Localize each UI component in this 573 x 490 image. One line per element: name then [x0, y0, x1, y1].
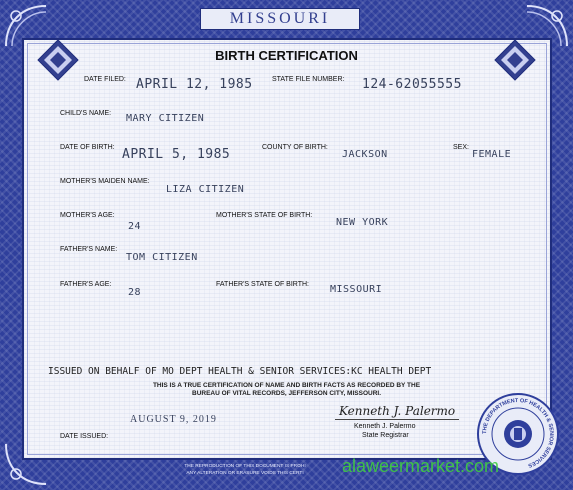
- certification-line-2: BUREAU OF VITAL RECORDS, JEFFERSON CITY, MISSOURI.: [192, 390, 381, 397]
- certificate-title: BIRTH CERTIFICATION: [215, 48, 358, 63]
- registrar-signature: [335, 404, 459, 420]
- father-age-label: FATHER'S AGE:: [60, 281, 112, 288]
- father-age-value: 28: [128, 287, 142, 298]
- registrar-name: Kenneth J. Palermo: [354, 423, 416, 430]
- footer-line-2: ANY ALTERATION OR ERASURE VOIDS THIS CERTI: [186, 471, 304, 476]
- date-issued-label: DATE ISSUED:: [60, 433, 109, 440]
- child-name-value: MARY CITIZEN: [126, 113, 205, 124]
- date-filed-label: DATE FILED:: [84, 76, 126, 83]
- state-file-label: STATE FILE NUMBER:: [272, 76, 345, 83]
- father-name-label: FATHER'S NAME:: [60, 246, 118, 253]
- dob-value: APRIL 5, 1985: [122, 147, 231, 162]
- footer-line-1: THE REPRODUCTION OF THIS DOCUMENT IS PROHI: [184, 464, 306, 469]
- mother-state-label: MOTHER'S STATE OF BIRTH:: [216, 212, 313, 219]
- date-filed-value: APRIL 12, 1985: [136, 77, 253, 92]
- father-state-value: MISSOURI: [330, 284, 383, 295]
- signature-text: Kenneth J. Palermo: [335, 404, 459, 420]
- issued-on-behalf: ISSUED ON BEHALF OF MO DEPT HEALTH & SENIOR SERVICES:KC HEALTH DEPT: [48, 366, 432, 377]
- mother-maiden-label: MOTHER'S MAIDEN NAME:: [60, 178, 150, 185]
- county-label: COUNTY OF BIRTH:: [262, 144, 328, 151]
- sex-label: SEX:: [453, 144, 469, 151]
- dob-label: DATE OF BIRTH:: [60, 144, 115, 151]
- certification-line-1: THIS IS A TRUE CERTIFICATION OF NAME AND BIRTH FACTS AS RECORDED BY THE: [152, 382, 421, 389]
- seal-text: THE DEPARTMENT OF HEALTH & SENIOR SERVICES: [481, 397, 555, 469]
- father-state-label: FATHER'S STATE OF BIRTH:: [216, 281, 309, 288]
- state-banner: MISSOURI: [200, 8, 360, 30]
- mother-age-label: MOTHER'S AGE:: [60, 212, 115, 219]
- child-name-label: CHILD'S NAME:: [60, 110, 112, 117]
- registrar-title: State Registrar: [362, 432, 409, 439]
- county-value: JACKSON: [342, 149, 388, 160]
- state-file-number: 124-62055555: [362, 77, 462, 92]
- mother-maiden-value: LIZA CITIZEN: [166, 184, 245, 195]
- mother-age-value: 24: [128, 221, 142, 232]
- date-issued-value: AUGUST 9, 2019: [130, 414, 217, 425]
- father-name-value: TOM CITIZEN: [126, 252, 198, 263]
- sex-value: FEMALE: [472, 149, 512, 160]
- watermark-text: alaweermarket.com: [342, 456, 500, 476]
- mother-state-value: NEW YORK: [336, 217, 389, 228]
